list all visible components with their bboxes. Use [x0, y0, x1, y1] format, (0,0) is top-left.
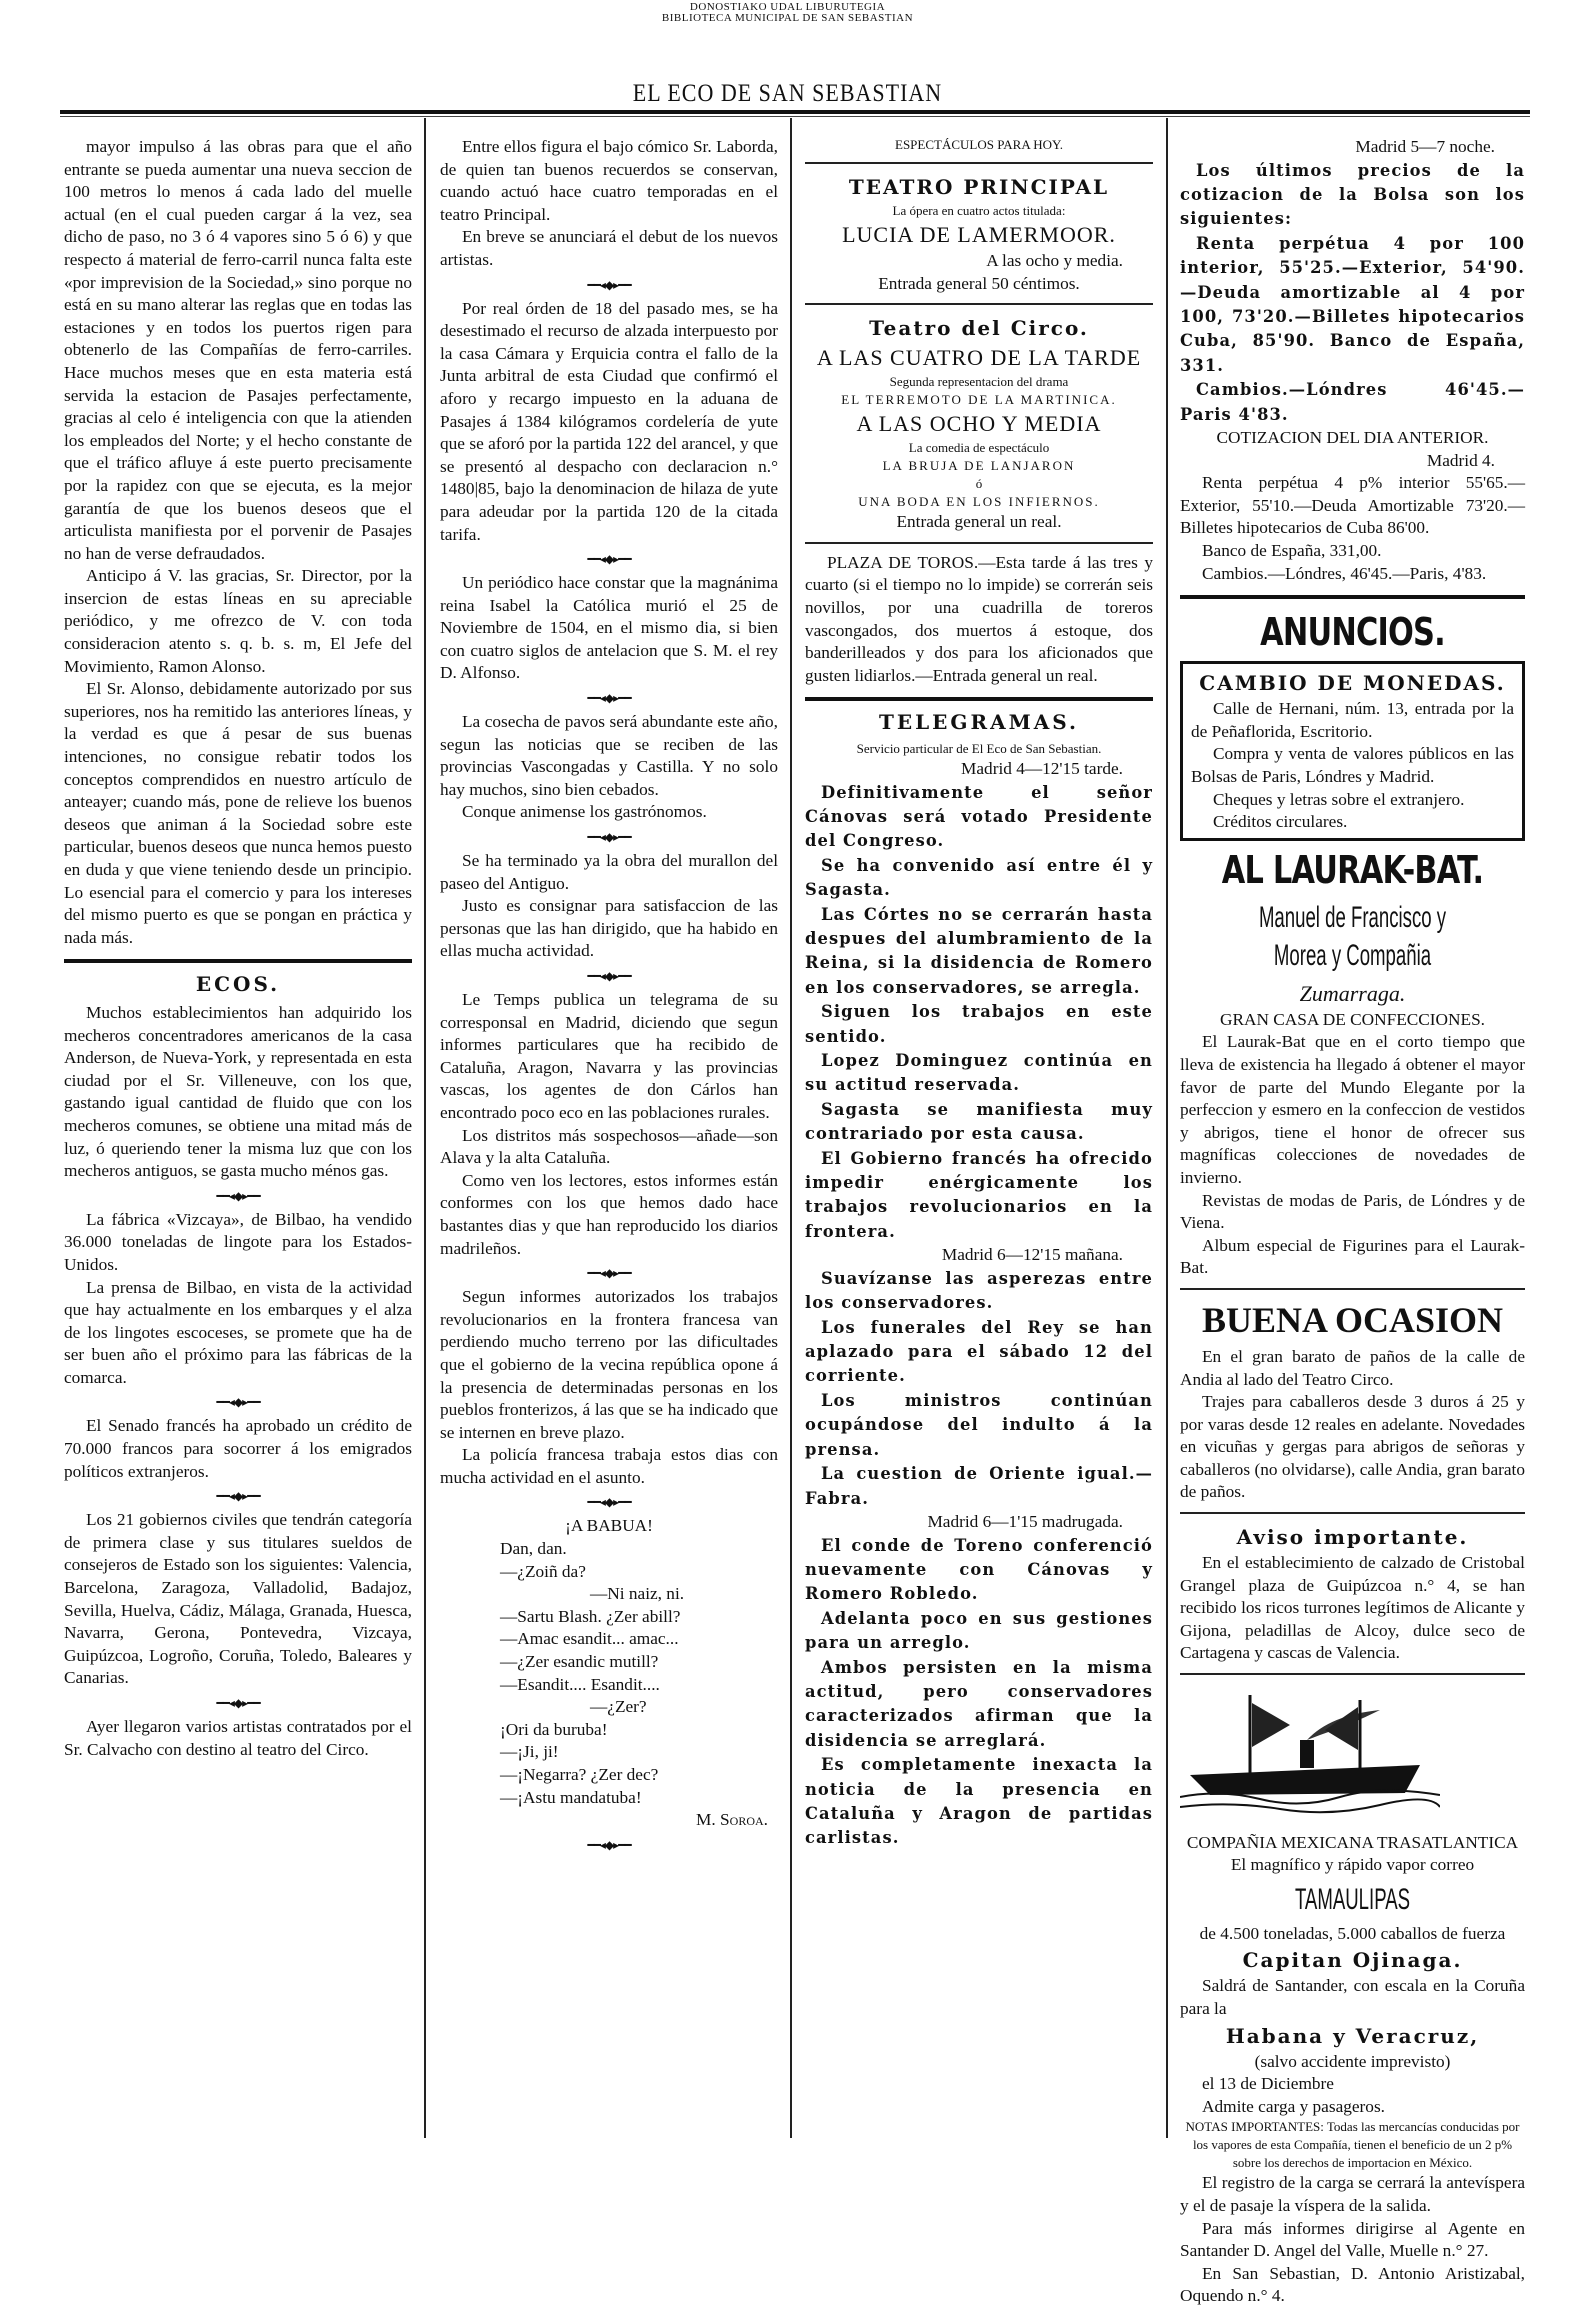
text-block: Los ministros continúan ocupándose del indulto á la prensa.	[805, 1390, 1153, 1459]
text-block: Como ven los lectores, estos informes están conformes con los que hemos dado hace bastantes dias y que han reproducido los diarios madrileños.	[440, 1170, 778, 1258]
column-2	[440, 136, 778, 1858]
text-block: A LAS CUATRO DE LA TARDE	[816, 345, 1142, 371]
ornament-separator-icon: ━━◂◆▸━━	[587, 1837, 631, 1852]
text-block: —Esandit.... Esandit....	[500, 1674, 660, 1694]
ornament-separator-icon: ━━◂◆▸━━	[587, 1266, 631, 1281]
text-block: Entrada general un real.	[896, 512, 1062, 532]
text-block: En breve se anunciará el debut de los nuevos artistas.	[440, 227, 778, 269]
text-block: Los funerales del Rey se han aplazado para el sábado 12 del corriente.	[805, 1317, 1153, 1386]
text-block: La prensa de Bilbao, en vista de la actividad que hay actualmente en los embarques y el alza de los lingotes escoceses, se promete que ha de ser buen año el próximo para las fábricas de la comarca.	[64, 1277, 412, 1387]
ornament-separator-icon: ━━◂◆▸━━	[587, 1495, 631, 1510]
text-block: —¡Astu mandatuba!	[500, 1787, 642, 1807]
column-divider	[1166, 118, 1168, 2138]
ornament-separator-icon: ━━◂◆▸━━	[216, 1188, 260, 1203]
ornament-separator-icon: ━━◂◆▸━━	[587, 552, 631, 567]
column-divider	[790, 118, 792, 2138]
text-block: —¡Ji, ji!	[500, 1742, 559, 1762]
text-block: La ópera en cuatro actos titulada:	[892, 203, 1066, 218]
text-block: Siguen los trabajos en este sentido.	[805, 1002, 1153, 1046]
text-block: Se ha convenido así entre él y Sagasta.	[805, 855, 1153, 900]
text-block: LA BRUJA DE LANJARON	[882, 458, 1076, 474]
text-block: Definitivamente el señor Cánovas será votado Presidente del Congreso.	[805, 782, 1153, 851]
text-block: Banco de España, 331,00.	[1202, 541, 1382, 561]
text-block: Teatro del Circo.	[869, 316, 1089, 341]
text-block: Renta perpétua 4 p% interior 55'65.—Exterior, 55'10.—Deuda Amortizable 73'20.—Billetes hipotecarios de Cuba 86'00.	[1180, 473, 1525, 538]
text-block: La cosecha de pavos será abundante este año, segun las noticias que se reciben de las provincias Vascongadas y Castilla. Y no solo hay muchos, sino bien cebados.	[440, 712, 778, 799]
section-rule	[805, 697, 1153, 701]
text-block: TAMAULIPAS	[1294, 1882, 1411, 1916]
dateline: Madrid 4—12'15 tarde.	[961, 758, 1123, 778]
text-block: Segun informes autorizados los trabajos revolucionarios en la frontera francesa van perdiendo mucho terreno por las dificultades que el gobierno de la vecina república opone á la presencia de determinadas personas en los pueblos fronterizos, á las que se ha indicado que se internen en breve plazo.	[440, 1287, 778, 1442]
text-block: Lopez Dominguez continúa en su actitud reservada.	[805, 1051, 1153, 1095]
text-block: Se ha terminado ya la obra del murallon del paseo del Antiguo.	[440, 851, 778, 893]
text-block: Dan, dan.	[500, 1539, 567, 1559]
dateline: Madrid 4.	[1426, 450, 1495, 470]
text-block: Cambios.—Lóndres, 46'45.—Paris, 4'83.	[1202, 563, 1487, 583]
section-heading: BUENA OCASION	[1201, 1299, 1504, 1340]
text-block: el 13 de Diciembre	[1202, 2074, 1334, 2094]
text-block: La cuestion de Oriente igual.—Fabra.	[805, 1464, 1153, 1508]
text-block: —Ni naiz, ni.	[590, 1584, 685, 1604]
text-block: Admite carga y pasageros.	[1202, 2096, 1385, 2116]
text-block: Ambos persisten en la misma actitud, pero conservadores caracterizados afirman que la disidencia se arreglará.	[805, 1657, 1153, 1750]
text-block: Aviso importante.	[1236, 1525, 1469, 1550]
ornament-separator-icon: ━━◂◆▸━━	[587, 277, 631, 292]
text-block: TEATRO PRINCIPAL	[848, 175, 1110, 199]
text-block: Revistas de modas de Paris, de Lóndres y de Viena.	[1180, 1190, 1525, 1233]
text-block: LUCIA DE LAMERMOOR.	[842, 222, 1116, 247]
text-block: El magnífico y rápido vapor correo	[1230, 1855, 1475, 1875]
text-block: El Senado francés ha aprobado un crédito de 70.000 francos para socorrer á los emigrados políticos extranjeros.	[64, 1416, 412, 1481]
text-block: Entre ellos figura el bajo cómico Sr. Laborda, de quien tan buenos recuerdos se conservan, cuando actuó hace cuatro temporadas en el teatro Principal.	[440, 137, 778, 224]
text-block: NOTAS IMPORTANTES: Todas las mercancías conducidas por los vapores de esta Compañía, tienen el beneficio de un 2 p% sobre los derechos de importacion en México.	[1185, 2119, 1520, 2171]
dateline: Madrid 6—1'15 madrugada.	[927, 1511, 1123, 1531]
section-rule	[1180, 1673, 1525, 1675]
steamship-illustration	[1180, 1685, 1525, 1822]
text-block: Saldrá de Santander, con escala en la Coruña para la	[1180, 1976, 1525, 2018]
text-block: Las Córtes no se cerrarán hasta despues del alumbramiento de la Reina, si la disidencia de Romero en los conservadores, se arregla.	[805, 904, 1153, 997]
text-block: —¿Zer?	[590, 1697, 647, 1717]
text-block: Trajes para caballeros desde 3 duros á 25 y por varas desde 12 reales en adelante. Novedades en vicuñas y gergas para abrigos de señoras y caballeros (no olvidarse), calle Andia, gran barato de paños.	[1180, 1392, 1525, 1502]
text-block: PLAZA DE TOROS.—Esta tarde á las tres y cuarto (si el tiempo no lo impide) se correrán seis novillos, por una cuadrilla de toreros vascongados, dos muertos á estoque, dos banderilleados y dos para los aficionados que gusten lidiarlos.—Entrada general un real.	[805, 552, 1153, 685]
library-stamp	[0, 2, 1575, 24]
ornament-separator-icon: ━━◂◆▸━━	[216, 1395, 260, 1410]
text-block: El Sr. Alonso, debidamente autorizado por sus superiores, nos ha remitido las anteriores líneas, y la verdad es que á pesar de sus buenas intenciones, no consigue rebatir todos los conceptos comprendidos en nuestro artículo de anteayer; cuando más, pone de relieve los buenos deseos que animan á la Sociedad sobre este particular, buenos deseos que nunca hemos puesto en duda y que viene teniendo desde un principio. Lo esencial para el comercio y para los intereses del mismo puerto es que se pongan en práctica y nada más.	[64, 679, 412, 947]
text-block: La fábrica «Vizcaya», de Bilbao, ha vendido 36.000 toneladas de lingote para los Estados-Unidos.	[64, 1209, 412, 1274]
section-rule	[1180, 1288, 1525, 1290]
cambio-ad-box	[1180, 661, 1525, 841]
ornament-separator-icon: ━━◂◆▸━━	[587, 691, 631, 706]
text-block: —Amac esandit... amac...	[500, 1629, 679, 1649]
text-block: Entrada general 50 céntimos.	[878, 273, 1080, 293]
text-block: La policía francesa trabaja estos dias con mucha actividad en el asunto.	[440, 1445, 778, 1487]
column-4	[1180, 136, 1525, 2308]
text-block: —¡Negarra? ¿Zer dec?	[500, 1765, 659, 1784]
dateline: Madrid 6—12'15 mañana.	[941, 1245, 1123, 1265]
text-block: Segunda representacion del drama	[889, 374, 1069, 390]
section-heading: ANUNCIOS.	[1260, 610, 1445, 655]
text-block: Conque animense los gastrónomos.	[462, 802, 707, 822]
text-block: ó	[975, 476, 983, 492]
text-block: El conde de Toreno conferenció nuevamente con Cánovas y Romero Robledo.	[805, 1535, 1153, 1604]
text-block: Los distritos más sospechosos—añade—son Alava y la alta Cataluña.	[440, 1125, 778, 1168]
section-rule	[64, 959, 412, 963]
text-block: EL TERREMOTO DE LA MARTINICA.	[841, 392, 1117, 408]
text-block: Para más informes dirigirse al Agente en Santander D. Angel del Valle, Muelle n.° 27.	[1180, 2218, 1525, 2261]
section-heading: ECOS.	[195, 972, 281, 997]
text-block: Suavízanse las asperezas entre los conservadores.	[805, 1268, 1153, 1313]
dateline: A las ocho y media.	[986, 251, 1123, 270]
text-block: Los últimos precios de la cotizacion de la Bolsa son los siguientes:	[1180, 160, 1525, 229]
text-block: Habana y Veracruz,	[1225, 2023, 1480, 2048]
text-block: COTIZACION DEL DIA ANTERIOR.	[1216, 428, 1489, 448]
text-block: (salvo accidente imprevisto)	[1254, 2051, 1451, 2071]
masthead-rule-thin	[60, 116, 1530, 117]
text-block: UNA BODA EN LOS INFIERNOS.	[858, 494, 1100, 510]
text-block: Muchos establecimientos han adquirido los mecheros concentradores americanos de la casa Anderson, de Nueva-York, y representada en esta ciudad por el Sr. Villeneuve, con los que, gastando igual cantidad de fluido que con los mecheros comunes, se obtiene una mitad más de luz, ó queriendo tener la misma luz que con los mecheros antiguos, se gasta mucho ménos gas.	[64, 1002, 412, 1181]
text-block: Album especial de Figurines para el Laurak-Bat.	[1180, 1235, 1525, 1278]
text-block: En el gran barato de paños de la calle de Andia al lado del Teatro Circo.	[1180, 1346, 1525, 1389]
section-rule	[1180, 595, 1525, 599]
text-block: En el establecimiento de calzado de Cristobal Grangel plaza de Guipúzcoa n.° 4, se han recibido los ricos turrones legítimos de Alicante y Gijona, peladillas de Alcoy, dulce seco de Cartagena y cascas de Valencia.	[1180, 1553, 1525, 1663]
text-block: M. Soroa.	[696, 1810, 768, 1830]
text-block: Compra y venta de valores públicos en las Bolsas de Paris, Lóndres y Madrid.	[1191, 744, 1514, 786]
ornament-separator-icon: ━━◂◆▸━━	[216, 1696, 260, 1710]
text-block: —Sartu Blash. ¿Zer abill?	[500, 1606, 681, 1626]
text-block: Capitan Ojinaga.	[1242, 1948, 1463, 1973]
text-block: Cheques y letras sobre el extranjero.	[1213, 789, 1465, 809]
text-block: Zumarraga.	[1299, 980, 1406, 1006]
text-block: La comedia de espectáculo	[908, 440, 1050, 456]
text-block: Es completamente inexacta la noticia de la presencia en Cataluña y Aragon de partidas carlistas.	[805, 1755, 1153, 1848]
text-block: —¿Zoiñ da?	[500, 1561, 586, 1581]
ornament-separator-icon: ━━◂◆▸━━	[216, 1489, 260, 1504]
library-line-spanish: BIBLIOTECA MUNICIPAL DE SAN SEBASTIAN	[661, 12, 914, 24]
text-block: Por real órden de 18 del pasado mes, se ha desestimado el recurso de alzada interpuesto por la casa Cámara y Erquicia contra el fallo de la Junta arbitral de esta Ciudad que confirmó el aforo y recargo impuesto en la aduana de Pasajes á 1384 kilógramos cordelería de yute que se aforó por la partida 122 del arancel, y que se presentó al despacho con declaracion n.° 1480|85, bajo la denominacion de hilaza de yute para adeudar por la partida 120 de la citada tarifa.	[440, 298, 778, 544]
text-block: Renta perpétua 4 por 100 interior, 55'25.—Exterior, 54'90.—Deuda amortizable al 4 por 100, 73'20.—Billetes hipotecarios Cuba, 85'90. Banco de España, 331.	[1180, 233, 1525, 375]
section-heading: AL LAURAK-BAT.	[1221, 847, 1484, 892]
column-3	[805, 136, 1153, 1851]
text-block: ¡Ori da buruba!	[500, 1719, 608, 1739]
masthead: EL ECO DE SAN SEBASTIAN	[632, 78, 943, 107]
text-block: de 4.500 toneladas, 5.000 caballos de fuerza	[1199, 1923, 1506, 1943]
text-block: El Laurak-Bat que en el corto tiempo que lleva de existencia ha llegado á obtener el mayor favor de parte del Mundo Elegante por la perfeccion y esmero en la confeccion de vestidos y abrigos, tiene el honor de ofrecer sus magníficas colecciones de novedades de invierno.	[1180, 1032, 1525, 1187]
text-block: Ayer llegaron varios artistas contratados por el Sr. Calvacho con destino al teatro del Circo.	[64, 1717, 412, 1759]
text-block: Créditos circulares.	[1213, 812, 1348, 832]
text-block: Los 21 gobiernos civiles que tendrán categoría de primera clase y sus titulares sueldos de consejeros de Estado son los siguientes: Valencia, Barcelona, Zaragoza, Valladolid, Badajoz, Sevilla, Huelva, Cádiz, Málaga, Granada, Huesca, Navarra, Gerona, Pontevedra, Vizcaya, Guipúzcoa, Logroño, Coruña, Toledo, Baleares y Canarias.	[64, 1510, 412, 1688]
text-block: mayor impulso á las obras para que el año entrante se pueda aumentar una nueva seccion de 100 metros lo menos á cada lado del muelle actual (en el cual pueden cargar á la vez, sea dicho de paso, no 3 ó 4 vapores sino 5 ó 6) y que respecto á material de ferro-carril nunca falta este «por imprevision de la Sociedad,» sino porque no está en su mano alterar las reglas que en todas las estaciones y en todos los puertos rigen para obtenerlo de las Compañías de ferro-carriles. Hace muchos meses que en esta materia está servida la estacion de Pasajes perfectamente, gracias al celo é inteligencia con que la atienden los empleados del Norte; y el hecho constante de que el tráfico afluye á este puerto precisamente por la rapidez con que se ejecuta, es la mejor garantía de que los buenos deseos que el articulista manifiesta por el porvenir de Pasajes no han de verse defraudados.	[64, 137, 412, 563]
text-block: El registro de la carga se cerrará la antevíspera y el de pasaje la víspera de la salida.	[1180, 2173, 1525, 2215]
text-block: Le Temps publica un telegrama de su corresponsal en Madrid, diciendo que segun informes particulares que ha recibido de Cataluña, Aragon, Navarra y las provincias vascas, los agentes de don Cárlos han encontrado poco eco en las poblaciones rurales.	[440, 990, 778, 1122]
text-block: En San Sebastian, D. Antonio Aristizabal, Oquendo n.° 4.	[1180, 2263, 1525, 2306]
dateline: Madrid 5—7 noche.	[1355, 137, 1495, 156]
section-rule	[805, 542, 1153, 544]
text-block: Servicio particular de El Eco de San Sebastian.	[856, 740, 1102, 756]
text-block: Anticipo á V. las gracias, Sr. Director, por la insercion de estas líneas en su apreciable periódico, y me ofrezco de V. con toda consideracion atento s. q. b. s. m, El Jefe del Movimiento, Ramon Alonso.	[64, 566, 412, 676]
text-block: Justo es consignar para satisfaccion de las personas que las han dirigido, que ha habido en ellas mucha actividad.	[440, 896, 778, 961]
text-block: —¿Zer esandic mutill?	[500, 1652, 659, 1672]
text-block: Calle de Hernani, núm. 13, entrada por la de Peñaflorida, Escritorio.	[1191, 699, 1514, 741]
section-rule	[805, 303, 1153, 305]
column-divider	[424, 118, 426, 2138]
column-1	[64, 136, 412, 1761]
text-block: Manuel de Francisco y Morea y Compañia	[1258, 900, 1447, 972]
text-block: Un periódico hace constar que la magnánima reina Isabel la Católica murió el 25 de Noviembre de 1504, en el mismo dia, si bien con cuatro siglos de antelacion que S. M. el rey D. Alfonso.	[440, 573, 778, 683]
section-rule	[1180, 1512, 1525, 1514]
ornament-separator-icon: ━━◂◆▸━━	[587, 830, 631, 845]
text-block: Adelanta poco en sus gestiones para un arreglo.	[805, 1608, 1153, 1653]
masthead-rule	[60, 110, 1530, 114]
text-block: El Gobierno francés ha ofrecido impedir enérgicamente los trabajos revolucionarios en la frontera.	[805, 1148, 1153, 1241]
text-block: Cambios.—Lóndres 46'45.—Paris 4'83.	[1180, 380, 1525, 424]
text-block: ¡A BABUA!	[565, 1516, 653, 1536]
section-rule	[805, 162, 1153, 164]
text-block: ESPECTÁCULOS PARA HOY.	[895, 137, 1063, 152]
text-block: COMPAÑIA MEXICANA TRASATLANTICA	[1186, 1832, 1519, 1852]
text-block: CAMBIO DE MONEDAS.	[1199, 671, 1506, 696]
text-block: Sagasta se manifiesta muy contrariado por esta causa.	[805, 1099, 1153, 1144]
ornament-separator-icon: ━━◂◆▸━━	[587, 969, 631, 983]
section-heading: TELEGRAMAS.	[878, 710, 1079, 735]
library-line-basque: DONOSTIAKO UDAL LIBURUTEGIA	[689, 1, 886, 13]
text-block: GRAN CASA DE CONFECCIONES.	[1219, 1009, 1485, 1029]
text-block: A LAS OCHO Y MEDIA	[856, 411, 1102, 437]
